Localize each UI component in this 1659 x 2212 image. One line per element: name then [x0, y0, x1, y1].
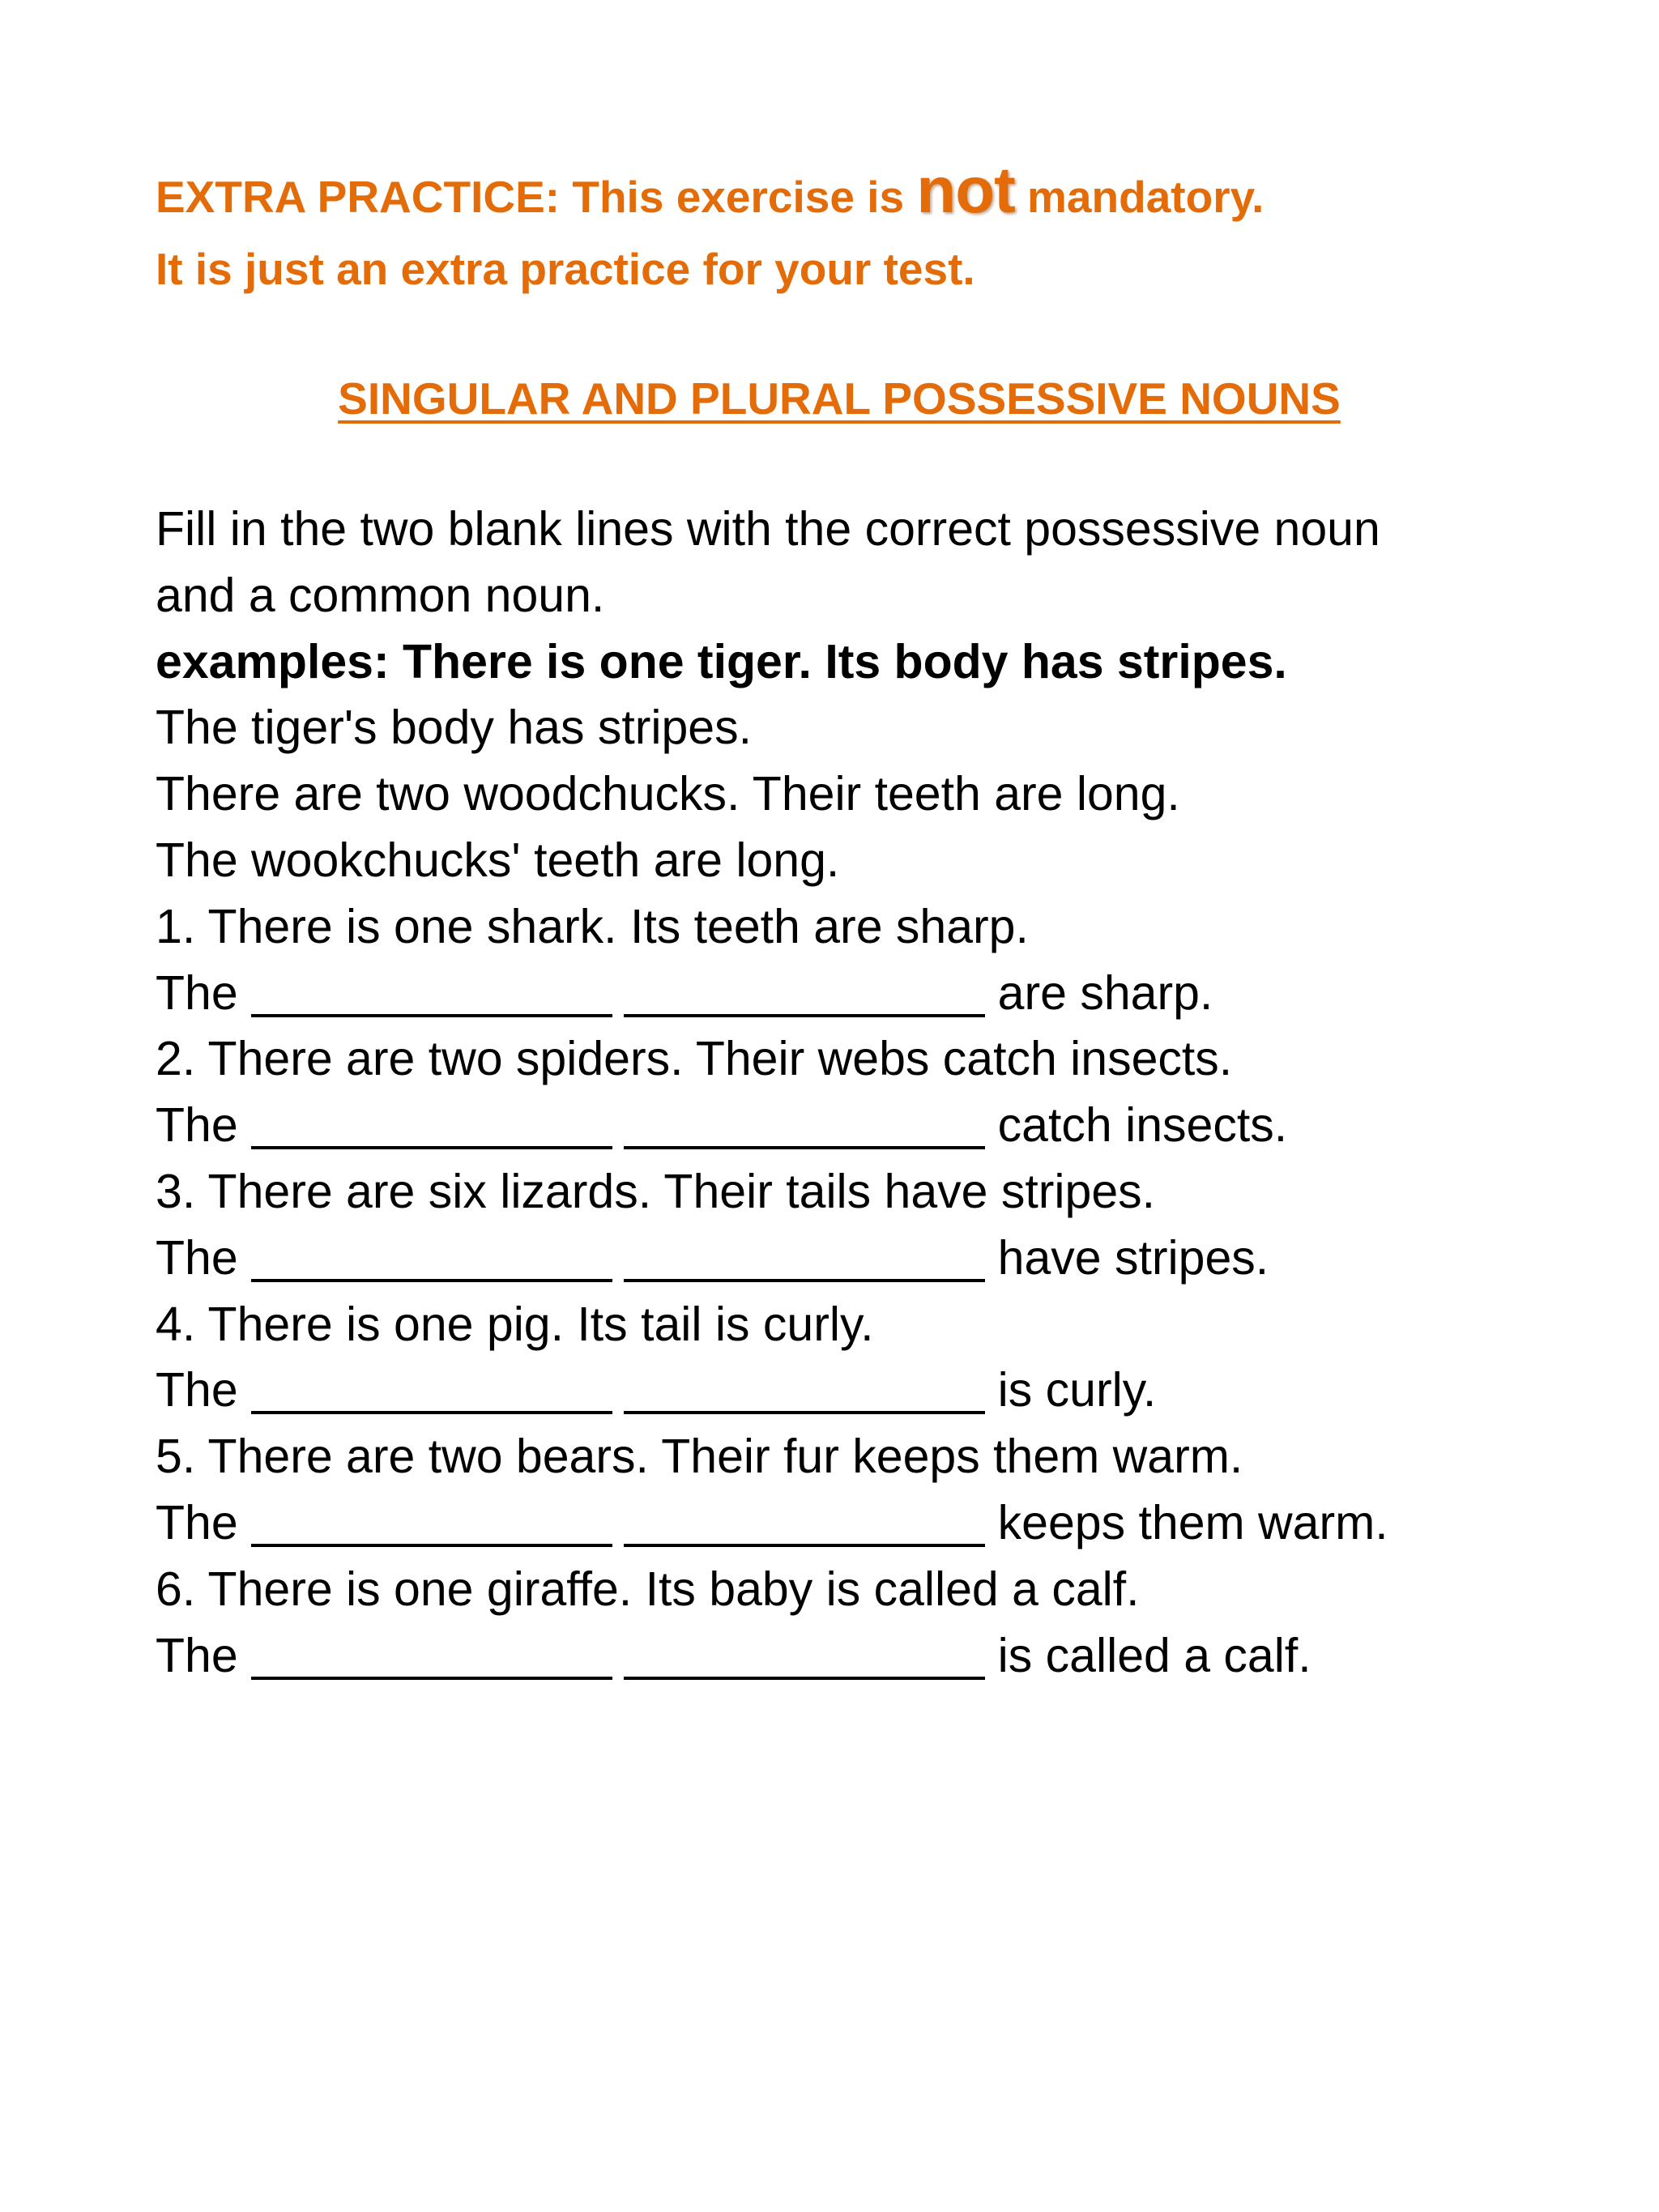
exercise-6-noun-blank[interactable]: [624, 1626, 985, 1680]
exercise-5-noun-blank[interactable]: [624, 1494, 985, 1547]
exercise-3-prompt: 3. There are six lizards. Their tails have stripes.: [156, 1164, 1156, 1218]
notice-line-1-end: mandatory.: [1014, 172, 1265, 222]
example-line-2: There are two woodchucks. Their teeth are long.: [156, 767, 1180, 821]
notice-line-2: It is just an extra practice for your test.: [156, 244, 975, 294]
exercise-4-answer-line: [156, 1357, 1614, 1424]
exercise-6-lead: The: [156, 1628, 238, 1682]
exercise-3-lead: The: [156, 1230, 238, 1285]
exercise-1-possessive-blank[interactable]: [251, 964, 612, 1017]
exercise-5-prompt: 5. There are two bears. Their fur keeps them warm.: [156, 1430, 1243, 1484]
exercise-4-ending: is curly.: [997, 1363, 1157, 1417]
exercise-3-ending: have stripes.: [997, 1230, 1269, 1285]
instructions-line-2: and a common noun.: [156, 568, 605, 622]
exercise-4-lead: The: [156, 1363, 238, 1417]
exercise-1-lead: The: [156, 965, 238, 1020]
exercise-5-ending: keeps them warm.: [997, 1495, 1388, 1549]
exercise-4-possessive-blank[interactable]: [251, 1361, 612, 1414]
exercise-3-possessive-blank[interactable]: [251, 1229, 612, 1282]
example-line-3: The wookchucks' teeth are long.: [156, 833, 840, 887]
notice-line-1-start: EXTRA PRACTICE: This exercise is: [156, 172, 917, 222]
exercise-1-noun-blank[interactable]: [624, 964, 985, 1017]
exercise-6-prompt: 6. There is one giraffe. Its baby is called a calf.: [156, 1562, 1140, 1616]
exercise-4-noun-blank[interactable]: [624, 1361, 985, 1414]
exercise-2-possessive-blank[interactable]: [251, 1096, 612, 1149]
exercise-4-prompt: 4. There is one pig. Its tail is curly.: [156, 1297, 874, 1351]
exercise-6-possessive-blank[interactable]: [251, 1626, 612, 1680]
exercise-5-possessive-blank[interactable]: [251, 1494, 612, 1547]
worksheet-title: SINGULAR AND PLURAL POSSESSIVE NOUNS: [338, 373, 1341, 424]
exercise-3-noun-blank[interactable]: [624, 1229, 985, 1282]
exercise-3-answer-line: [156, 1225, 1614, 1292]
exercise-5-lead: The: [156, 1495, 238, 1549]
exercise-2-noun-blank[interactable]: [624, 1096, 985, 1149]
exercise-2-ending: catch insects.: [997, 1098, 1288, 1153]
example-line-1: The tiger's body has stripes.: [156, 701, 753, 755]
instructions-line-1: Fill in the two blank lines with the correct possessive noun: [156, 502, 1380, 556]
notice-line-1: [156, 154, 1533, 233]
exercise-2-prompt: 2. There are two spiders. Their webs catch insects.: [156, 1032, 1233, 1086]
exercise-6-answer-line: [156, 1623, 1614, 1690]
extra-practice-notice: [156, 154, 1533, 305]
worksheet-body: [156, 497, 1614, 1689]
notice-emphasis-not: not: [916, 154, 1015, 226]
exercise-2-answer-line: [156, 1093, 1614, 1159]
exercise-1-prompt: 1. There is one shark. Its teeth are sharp.: [156, 899, 1029, 953]
exercise-1-ending: are sharp.: [997, 965, 1213, 1020]
exercise-2-lead: The: [156, 1098, 238, 1153]
exercise-6-ending: is called a calf.: [997, 1628, 1311, 1682]
exercise-5-answer-line: [156, 1490, 1614, 1557]
exercise-1-answer-line: [156, 961, 1614, 1027]
examples-header: examples: There is one tiger. Its body has stripes.: [156, 634, 1287, 688]
